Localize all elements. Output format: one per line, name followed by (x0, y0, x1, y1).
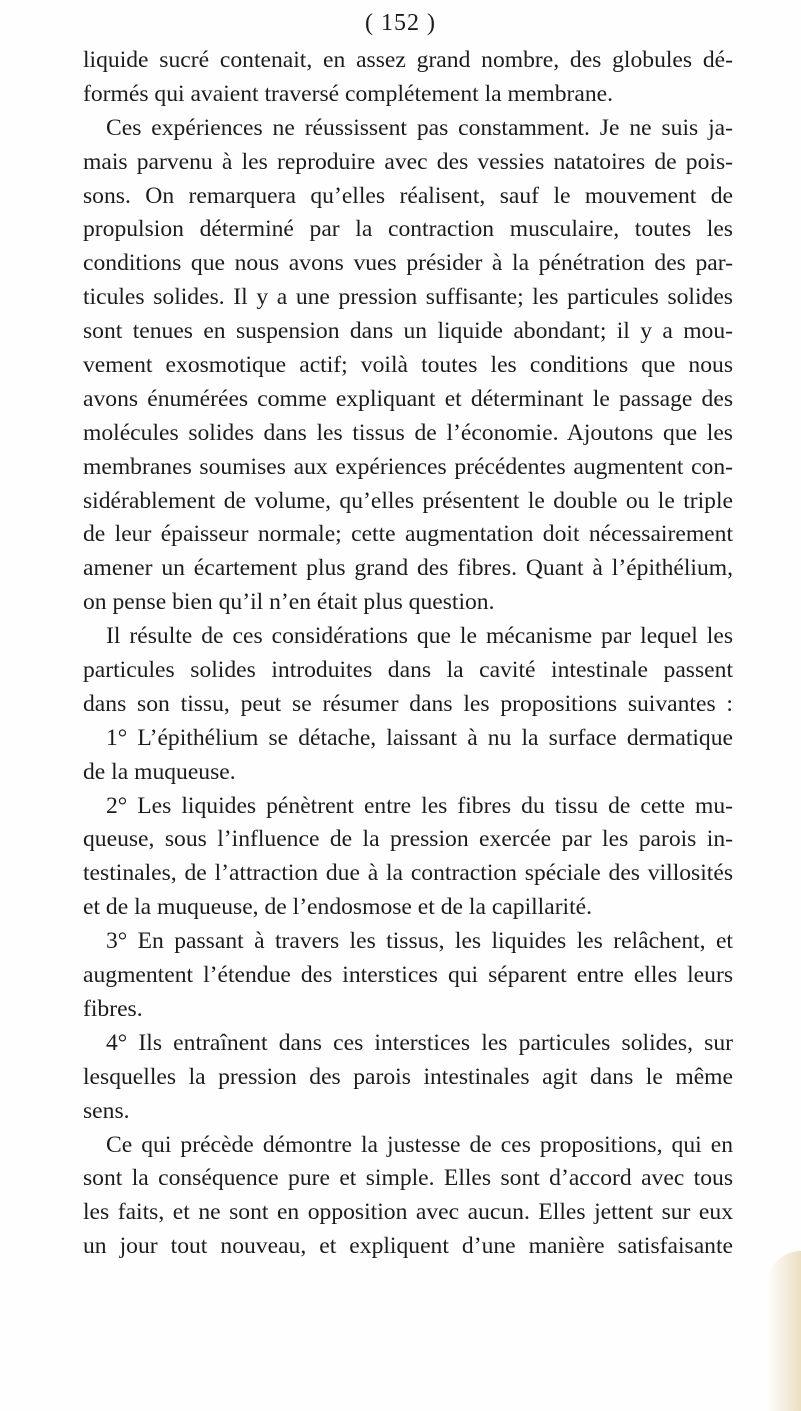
text-line: sont tenues en suspension dans un liquide abondant; il y a mou- (83, 318, 733, 345)
text-line: sens. (83, 1097, 130, 1124)
text-line: vement exosmotique actif; voilà toutes les conditions que nous (83, 352, 733, 379)
text-line: 4° Ils entraînent dans ces interstices les particules solides, sur (106, 1029, 733, 1056)
text-line: amener un écartement plus grand des fibres. Quant à l’épithélium, (83, 555, 733, 582)
body-text (83, 44, 733, 1264)
text-line: ticules solides. Il y a une pression suffisante; les particules solides (83, 284, 733, 311)
text-line: 1° L’épithélium se détache, laissant à nu la surface dermatique (106, 724, 733, 751)
page-number: ( 152 ) (365, 10, 436, 36)
text-line: Il résulte de ces considérations que le mécanisme par lequel les (106, 623, 733, 650)
text-line: Ces expériences ne réussissent pas constamment. Je ne suis ja- (106, 114, 733, 141)
text-line: queuse, sous l’influence de la pression exercée par les parois in- (83, 826, 733, 853)
text-line: mais parvenu à les reproduire avec des vessies natatoires de pois- (83, 148, 733, 175)
text-line: Ce qui précède démontre la justesse de ces propositions, qui en (106, 1131, 733, 1158)
text-line: conditions que nous avons vues présider à la pénétration des par- (83, 250, 733, 277)
text-line: les faits, et ne sont en opposition avec aucun. Elles jettent sur eux (83, 1199, 733, 1226)
text-line: lesquelles la pression des parois intestinales agit dans le même (83, 1063, 733, 1090)
text-line: membranes soumises aux expériences précédentes augmentent con- (83, 453, 733, 480)
text-line: particules solides introduites dans la cavité intestinale passent (83, 657, 733, 684)
text-line: testinales, de l’attraction due à la contraction spéciale des villosités (83, 860, 733, 887)
text-line: sont la conséquence pure et simple. Elles sont d’accord avec tous (83, 1165, 733, 1192)
text-line: 2° Les liquides pénètrent entre les fibres du tissu de cette mu- (106, 792, 733, 819)
text-line: propulsion déterminé par la contraction musculaire, toutes les (83, 216, 733, 243)
text-line: de la muqueuse. (83, 758, 236, 785)
text-line: 3° En passant à travers les tissus, les liquides les relâchent, et (106, 928, 733, 955)
text-line: fibres. (83, 995, 143, 1022)
text-line: un jour tout nouveau, et expliquent d’une manière satisfaisante (83, 1233, 733, 1260)
text-line: augmentent l’étendue des interstices qui séparent entre elles leurs (83, 962, 733, 989)
text-line: sons. On remarquera qu’elles réalisent, sauf le mouvement de (83, 182, 733, 209)
text-line: et de la muqueuse, de l’endosmose et de la capillarité. (83, 894, 593, 921)
text-line: liquide sucré contenait, en assez grand nombre, des globules dé- (83, 47, 733, 73)
text-line: avons énumérées comme expliquant et déterminant le passage des (83, 385, 733, 412)
text-line: de leur épaisseur normale; cette augmentation doit nécessairement (83, 521, 733, 548)
text-line: molécules solides dans les tissus de l’économie. Ajoutons que les (83, 419, 733, 446)
page-edge-stain (767, 1251, 801, 1411)
text-line: sidérablement de volume, qu’elles présentent le double ou le triple (83, 487, 733, 514)
text-line: formés qui avaient traversé complétement la membrane. (83, 80, 613, 107)
text-line: dans son tissu, peut se résumer dans les propositions suivantes : (83, 690, 733, 717)
text-line: on pense bien qu’il n’en était plus question. (83, 589, 495, 616)
